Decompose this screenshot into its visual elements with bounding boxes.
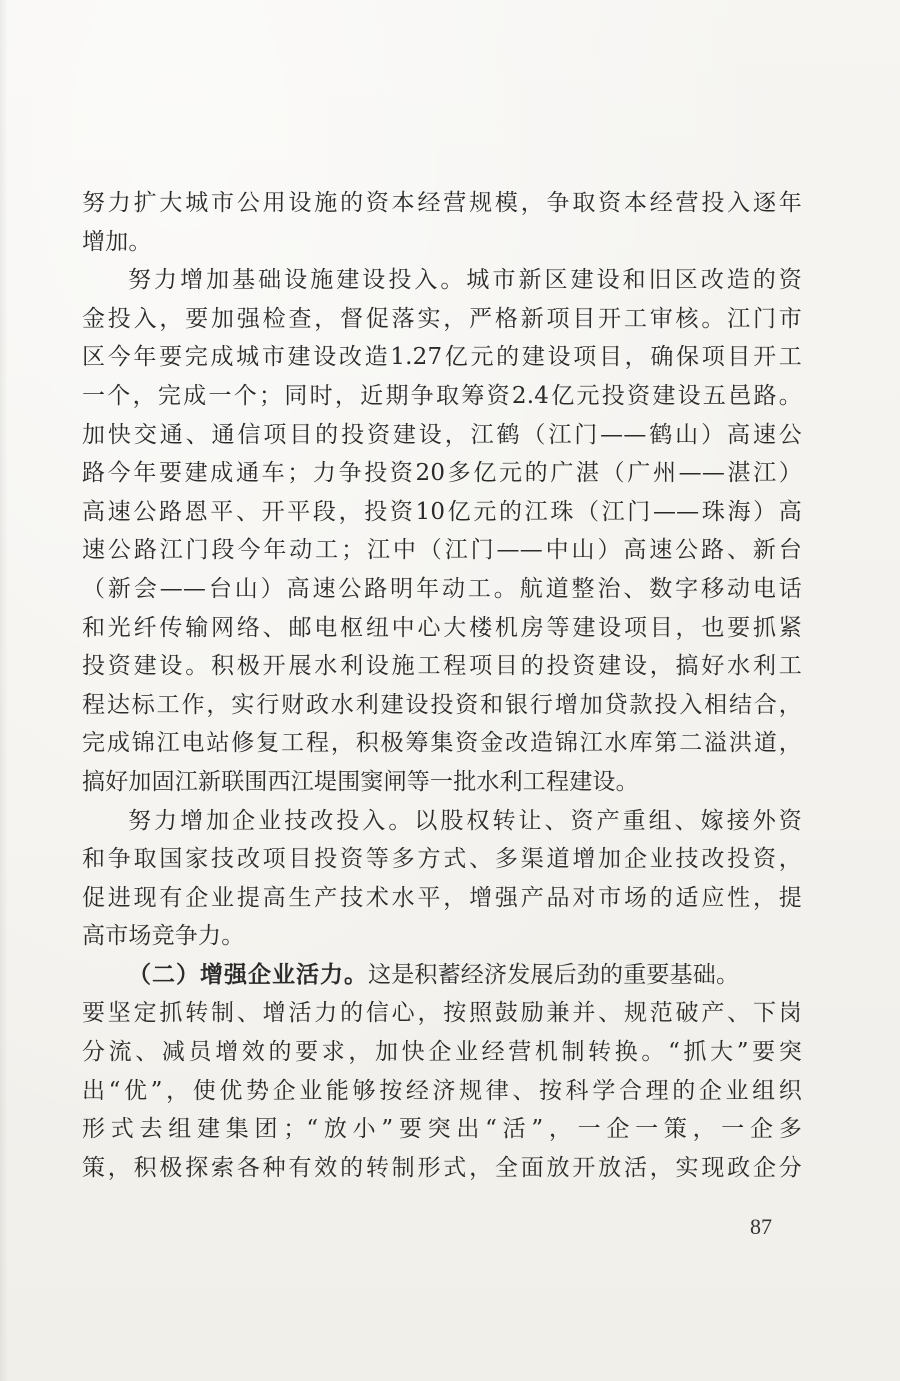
- text-line: 形式去组建集团；“放小”要突出“活”，一企一策，一企多: [82, 1116, 802, 1143]
- text-line: 要坚定抓转制、增活力的信心，按照鼓励兼并、规范破产、下岗: [82, 1000, 802, 1027]
- text-line: 和光纤传输网络、邮电枢纽中心大楼机房等建设项目，也要抓紧: [82, 614, 802, 641]
- text-line: 速公路江门段今年动工；江中（江门——中山）高速公路、新台: [82, 537, 802, 564]
- section-heading-line: [82, 956, 802, 995]
- text-line: 加快交通、通信项目的投资建设，江鹤（江门——鹤山）高速公: [82, 421, 802, 448]
- text-line: 努力扩大城市公用设施的资本经营规模，争取资本经营投入逐年: [82, 190, 802, 216]
- text-line: 促进现有企业提高生产技术水平，增强产品对市场的适应性，提: [82, 884, 802, 911]
- section-heading: （二）增强企业活力。: [128, 961, 368, 988]
- text-line: 程达标工作，实行财政水利建设投资和银行增加贷款投入相结合，: [82, 691, 802, 718]
- section-heading-rest: 这是积蓄经济发展后劲的重要基础。: [368, 961, 740, 988]
- text-line: 努力增加基础设施建设投入。城市新区建设和旧区改造的资: [128, 267, 802, 294]
- text-line: 高市场竞争力。: [82, 923, 245, 950]
- text-line: 增加。: [82, 228, 152, 255]
- text-line: 分流、减员增效的要求，加快企业经营机制转换。“抓大”要突: [82, 1039, 802, 1066]
- text-line: 高速公路恩平、开平段，投资10亿元的江珠（江门——珠海）高: [82, 498, 802, 525]
- text-line: 完成锦江电站修复工程，积极筹集资金改造锦江水库第二溢洪道，: [82, 730, 802, 757]
- text-line: 区今年要完成城市建设改造1.27亿元的建设项目，确保项目开工: [82, 344, 802, 371]
- text-line: 一个，完成一个；同时，近期争取筹资2.4亿元投资建设五邑路。: [82, 382, 802, 409]
- text-line: 策，积极探索各种有效的转制形式，全面放开放活，实现政企分: [82, 1154, 802, 1181]
- text-line: 和争取国家技改项目投资等多方式、多渠道增加企业技改投资，: [82, 846, 802, 873]
- text-line: 出“优”，使优势企业能够按经济规律、按科学合理的企业组织: [82, 1077, 802, 1104]
- text-line: 路今年要建成通车；力争投资20多亿元的广湛（广州——湛江）: [82, 460, 802, 487]
- text-line: 搞好加固江新联围西江堤围窦闸等一批水利工程建设。: [82, 768, 639, 795]
- page-edge-shadow: [0, 0, 8, 1381]
- text-line: （新会——台山）高速公路明年动工。航道整治、数字移动电话: [82, 575, 802, 602]
- text-line: 投资建设。积极开展水利设施工程项目的投资建设，搞好水利工: [82, 653, 802, 680]
- page-number: 87: [750, 1214, 772, 1239]
- text-line: 金投入，要加强检查，督促落实，严格新项目开工审核。江门市: [82, 305, 802, 332]
- text-line: 努力增加企业技改投入。以股权转让、资产重组、嫁接外资: [128, 807, 802, 834]
- body-text: [82, 184, 802, 1187]
